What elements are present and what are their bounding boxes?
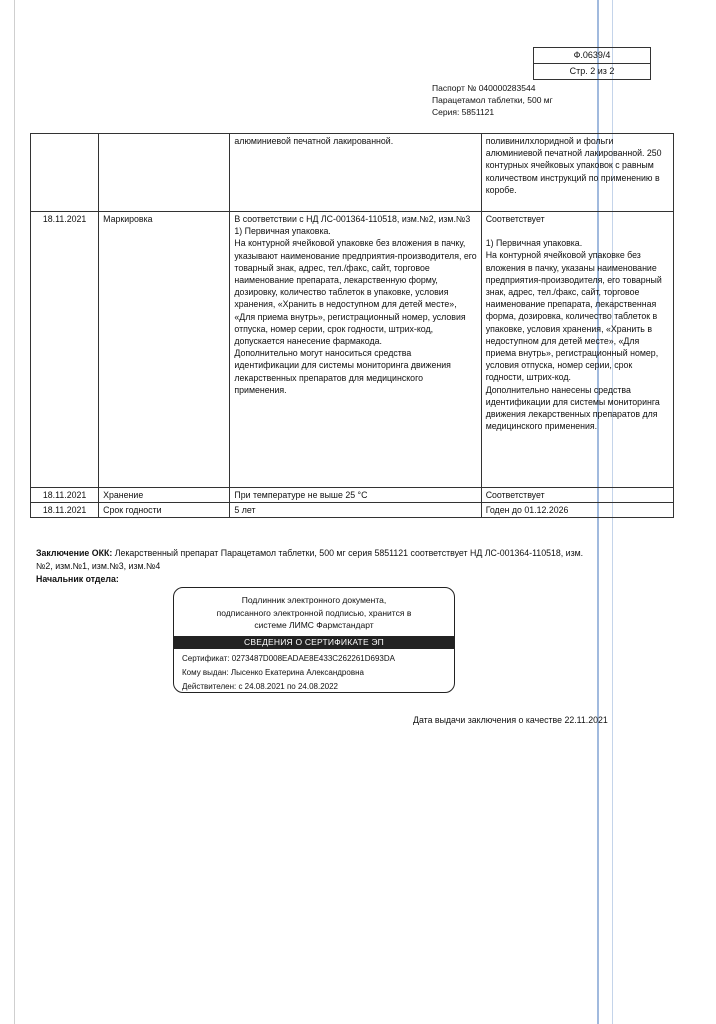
requirement-paragraph: Дополнительно могут наноситься средства идентификации для системы мониторинга движения лекарственных препаратов для медицинского применения. bbox=[234, 348, 451, 395]
signature-notice bbox=[174, 594, 454, 632]
certificate-info-bar: СВЕДЕНИЯ О СЕРТИФИКАТЕ ЭП bbox=[174, 636, 454, 649]
passport-number: Паспорт № 040000283544 bbox=[432, 83, 536, 93]
table-row bbox=[31, 212, 674, 488]
conclusion-label: Заключение ОКК: bbox=[36, 548, 113, 558]
issue-date: Дата выдачи заключения о качестве 22.11.2021 bbox=[413, 715, 608, 725]
form-code-box bbox=[533, 47, 651, 80]
signature-notice-line: Подлинник электронного документа, bbox=[241, 595, 387, 605]
certificate-owner: Кому выдан: Лысенко Екатерина Александровна bbox=[182, 667, 364, 677]
series-number: Серия: 5851121 bbox=[432, 107, 495, 117]
department-head-label: Начальник отдела: bbox=[36, 574, 119, 584]
date-cell bbox=[31, 134, 99, 212]
requirement-paragraph: На контурной ячейковой упаковке без вложения в пачку, указывают наименование предприятия-производителя, его товарный знак, адрес, тел./факс, сайт, торговое наименование препарата, лекарственную форму, дозировку, количество таблеток в упаковке, условия хранения, «Хранить в недоступном для детей месте», «Для приема внутрь», регистрационный номер, условия отпуска, номер серии, срок годности, штрих-код, допускается нанесение фармакода. bbox=[234, 238, 477, 347]
requirement-paragraph: 1) Первичная упаковка. bbox=[234, 226, 331, 237]
certificate-number: Сертификат: 0273487D008EADAE8E433C262261D693DA bbox=[182, 653, 395, 663]
conclusion-text: Лекарственный препарат Парацетамол таблетки, 500 мг серия 5851121 соответствует НД ЛС-001364-110518, изм.№2, изм.№1, изм.№3, изм.№4 bbox=[36, 548, 584, 571]
requirement-cell: 5 лет bbox=[230, 503, 481, 518]
scan-edge bbox=[14, 0, 15, 1024]
signature-notice-line: системе ЛИМС Фармстандарт bbox=[254, 620, 374, 630]
requirement-cell bbox=[230, 212, 481, 488]
date-cell: 18.11.2021 bbox=[31, 488, 99, 503]
date-cell: 18.11.2021 bbox=[31, 503, 99, 518]
requirement-cell: алюминиевой печатной лакированной. bbox=[230, 134, 481, 212]
result-cell: поливинилхлоридной и фольги алюминиевой печатной лакированной. 250 контурных ячейковых упаковок с равным количеством инструкций по применению в коробе. bbox=[481, 134, 673, 212]
result-paragraph: 1) Первичная упаковка. bbox=[485, 238, 583, 249]
form-code: Ф.0639/4 bbox=[573, 50, 611, 60]
result-cell: Годен до 01.12.2026 bbox=[481, 503, 673, 518]
table-row bbox=[31, 503, 674, 518]
result-cell bbox=[481, 212, 673, 488]
date-cell: 18.11.2021 bbox=[31, 212, 99, 488]
name-cell: Срок годности bbox=[99, 503, 230, 518]
test-results-table bbox=[30, 133, 674, 518]
requirement-intro: В соответствии с НД ЛС-001364-110518, изм.№2, изм.№3 bbox=[234, 214, 471, 224]
requirement-cell: При температуре не выше 25 °С bbox=[230, 488, 481, 503]
result-paragraph: Дополнительно нанесены средства идентификации для системы мониторинга движения лекарственных препаратов для медицинского применения. bbox=[485, 384, 660, 432]
name-cell: Маркировка bbox=[99, 212, 230, 488]
passport-header bbox=[432, 82, 553, 118]
signature-notice-line: подписанного электронной подписью, хранится в bbox=[216, 607, 412, 618]
table-row bbox=[31, 488, 674, 503]
qc-conclusion bbox=[36, 547, 596, 573]
name-cell bbox=[99, 134, 230, 212]
electronic-signature-stamp bbox=[173, 587, 455, 693]
product-name: Парацетамол таблетки, 500 мг bbox=[432, 95, 553, 105]
result-cell: Соответствует bbox=[481, 488, 673, 503]
page-number: Стр. 2 из 2 bbox=[534, 63, 650, 79]
result-paragraph: На контурной ячейковой упаковке без вложения в пачку, указаны наименование предприятия-производителя, его товарный знак, адрес, тел./факс, сайт, торговое наименование препарата, лекарственная форма, дозировка, количество таблеток в упаковке, условия хранения, «Хранить в недоступном для детей месте», «Для приема внутрь», регистрационный номер, условия отпуска, номер серии, срок годности, штрих-код. bbox=[485, 250, 662, 383]
table-row bbox=[31, 134, 674, 212]
certificate-validity: Действителен: с 24.08.2021 по 24.08.2022 bbox=[182, 681, 338, 691]
name-cell: Хранение bbox=[99, 488, 230, 503]
result-intro: Соответствует bbox=[485, 214, 545, 224]
